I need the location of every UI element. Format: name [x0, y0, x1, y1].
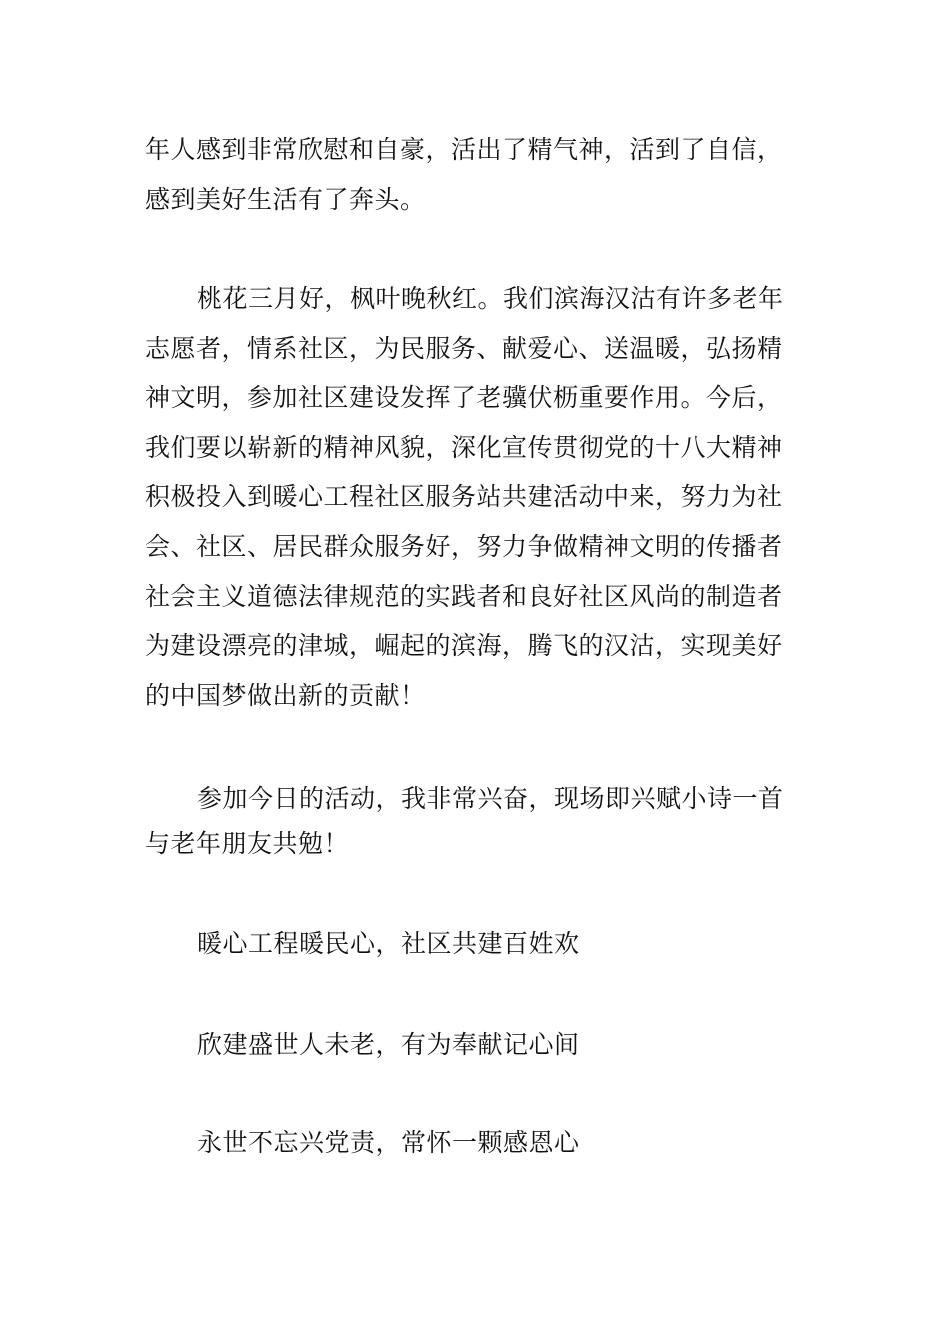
poem-line-1: 暖心工程暖民心，社区共建百姓欢 [197, 929, 580, 958]
paragraph-3-line-1: 参加今日的活动，我非常兴奋，现场即兴赋小诗一首 [197, 784, 784, 813]
paragraph-2-line-3: 神文明，参加社区建设发挥了老骥伏枥重要作用。今后， [145, 383, 783, 412]
paragraph-2-line-6: 会、社区、居民群众服务好，努力争做精神文明的传播者 [145, 532, 783, 561]
paragraph-2-line-9: 的中国梦做出新的贡献！ [145, 681, 426, 710]
paragraph-2-line-2: 志愿者，情系社区，为民服务、献爱心、送温暖，弘扬精 [145, 334, 783, 363]
paragraph-2-line-4: 我们要以崭新的精神风貌，深化宣传贯彻党的十八大精神 [145, 433, 783, 462]
paragraph-2-line-1: 桃花三月好，枫叶晚秋红。我们滨海汉沽有许多老年 [197, 284, 784, 313]
paragraph-2-line-8: 为建设漂亮的津城，崛起的滨海，腾飞的汉沽，实现美好 [145, 631, 783, 660]
poem-line-2: 欣建盛世人未老，有为奉献记心间 [197, 1030, 580, 1059]
paragraph-1-line-2: 感到美好生活有了奔头。 [145, 185, 426, 214]
poem-line-3: 永世不忘兴党责，常怀一颗感恩心 [197, 1128, 580, 1157]
paragraph-2-line-7: 社会主义道德法律规范的实践者和良好社区风尚的制造者 [145, 582, 783, 611]
paragraph-2-line-5: 积极投入到暖心工程社区服务站共建活动中来，努力为社 [145, 482, 783, 511]
paragraph-1-line-1: 年人感到非常欣慰和自豪，活出了精气神，活到了自信， [145, 135, 783, 164]
paragraph-3-line-2: 与老年朋友共勉！ [145, 829, 350, 858]
